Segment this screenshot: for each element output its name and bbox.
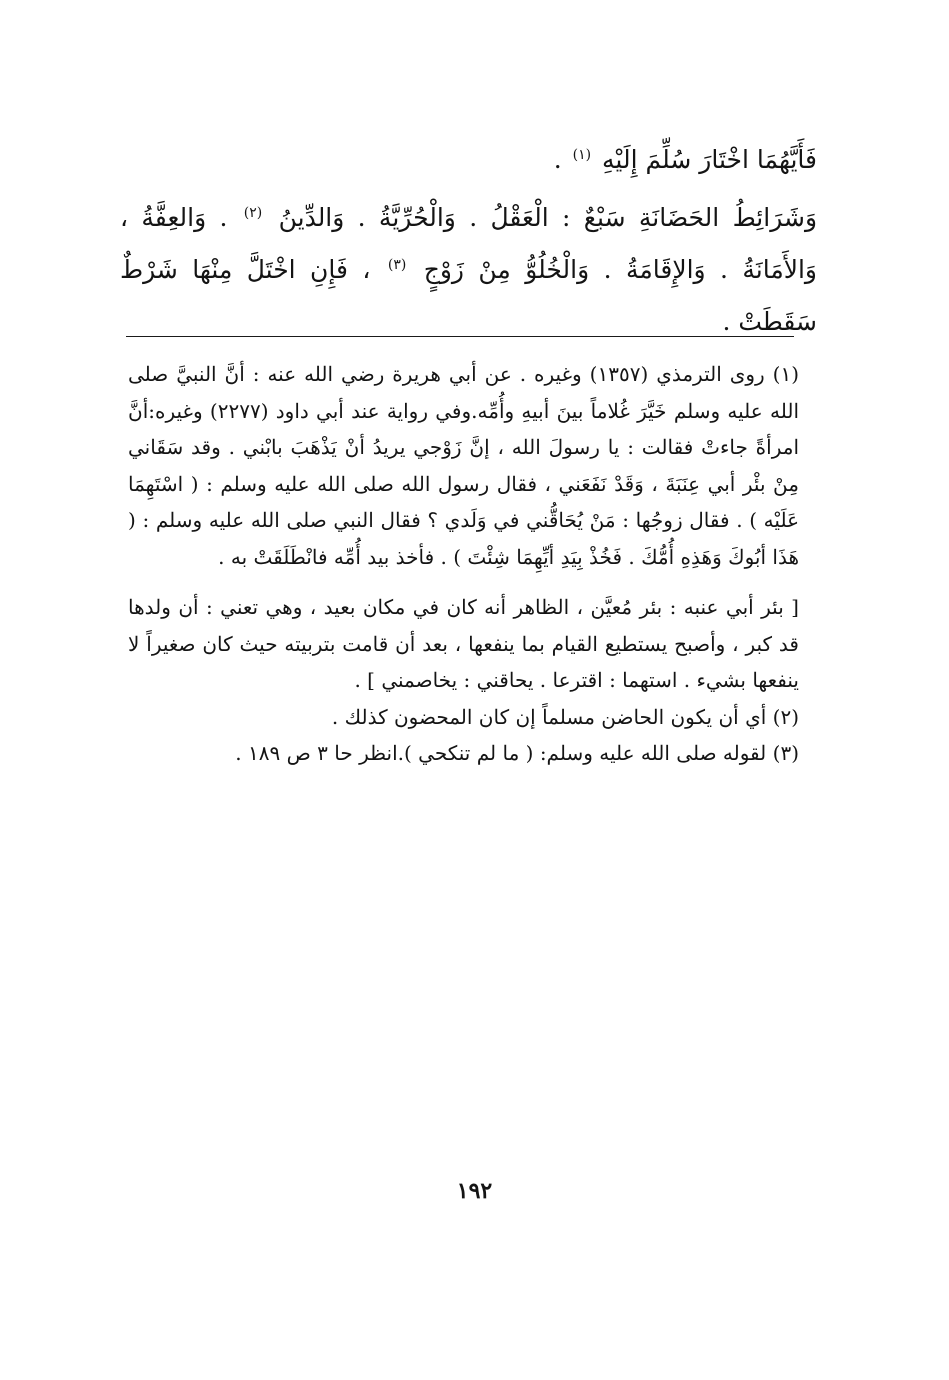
main-paragraph-1-text: فَأَيَّهُمَا اخْتَارَ سُلِّمَ إِلَيْهِ bbox=[602, 145, 817, 174]
footnote-2: (٢) أي أن يكون الحاضن مسلماً إن كان المحضون كذلك . bbox=[331, 704, 799, 729]
footnote-separator bbox=[126, 336, 794, 337]
main-paragraph-1-end: . bbox=[553, 145, 562, 174]
main-paragraph-2-text-b: . وَالعِفَّةُ ، وَالأَمَانَةُ . وَالإِقَامَةُ . وَالْخُلُوُّ مِنْ زَوْجٍ bbox=[120, 203, 817, 284]
main-text bbox=[120, 134, 817, 348]
main-paragraph-2-text-a: وَشَرَائِطُ الحَضَانَةِ سَبْعٌ : الْعَقْلُ . وَالْحُرِّيَّةُ . وَالدِّينُ bbox=[278, 203, 818, 232]
footnote-1-gloss: [ بئر أبي عنبه : بئر مُعيَّن ، الظاهر أنه كان في مكان بعيد ، وهي تعني : أن ولدها قد كبر ، وأصبح يستطيع القيام بما ينفعها ، بعد أن قامت بتربيته حيث كان صغيراً لا ينفعها بشيء . استهما : اقترعا . يحاقني : يخاصمني ] . bbox=[128, 595, 799, 692]
footnotes bbox=[128, 356, 799, 772]
main-paragraph-2 bbox=[120, 192, 817, 348]
footnote-3: (٣) لقوله صلى الله عليه وسلم: ( ما لم تنكحي ).انظر حا ٣ ص ١٨٩ . bbox=[235, 741, 799, 765]
footnote-ref-1: (١) bbox=[572, 146, 592, 163]
footnote-ref-3: (٣) bbox=[387, 256, 407, 273]
footnote-ref-2: (٢) bbox=[243, 204, 263, 221]
page-number: ١٩٢ bbox=[456, 1178, 493, 1204]
main-paragraph-2-text-c: ، فَإِنِ اخْتَلَّ مِنْهَا شَرْطٌ سَقَطَتْ . bbox=[120, 255, 817, 336]
main-paragraph-1 bbox=[120, 134, 817, 186]
footnote-1: (١) روى الترمذي (١٣٥٧) وغيره . عن أبي هريرة رضي الله عنه : أنَّ النبيَّ صلى الله عليه وسلم خَيَّرَ غُلاماً بينَ أبيهِ وأُمِّه.وفي رواية عند أبي داود (٢٢٧٧) وغيره:أنَّ امرأةً جاءتْ فقالت : يا رسولَ الله ، إنَّ زَوْجي يريدُ أنْ يَذْهَبَ بابْني . وقد سَقَاني مِنْ بئْر أبي عِنَبَةَ ، وَقَدْ نَفَعَني ، فقال رسول الله صلى الله عليه وسلم : ( اسْتَهِمَا عَلَيْه ) . فقال زوجُها : مَنْ يُحَاقُّني في وَلَدي ؟ فقال النبي صلى الله عليه وسلم : ( هَذَا أبُوكَ وَهَذِهِ أُمُّكَ . فَخُذْ بِيَدِ أيِّهِمَا شِئْتَ ) . فأخذ بيد أُمِّه فانْطَلَقَتْ به . bbox=[128, 362, 800, 569]
